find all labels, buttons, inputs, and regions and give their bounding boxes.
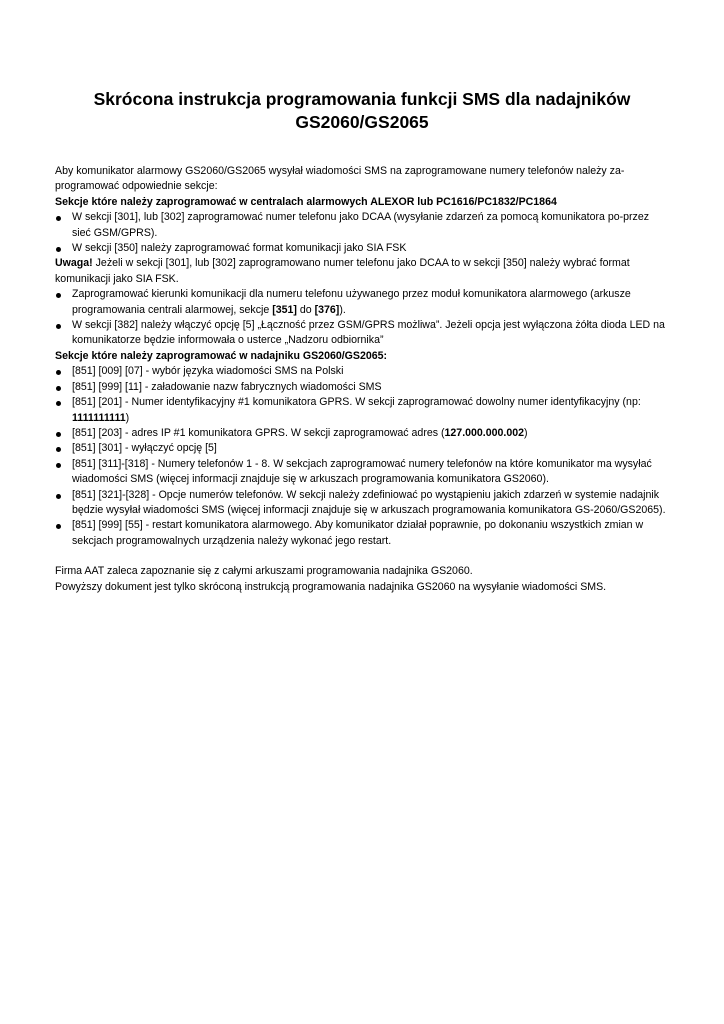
warning-label: Uwaga! <box>55 257 93 270</box>
transmitter-sections-list <box>55 364 669 549</box>
bullet-icon <box>56 370 61 375</box>
document-page <box>55 88 669 595</box>
footer-line-1: Firma AAT zaleca zapoznanie się z całymi arkuszami programowania nadajnika GS2060. <box>55 565 473 578</box>
central-direction-list <box>55 287 669 349</box>
list-item: [851] [201] - Numer identyfikacyjny #1 komunikatora GPRS. W sekcji zaprogramować dowolny numer identyfikacyjny (np: 1111111111) <box>55 395 669 426</box>
bullet-icon <box>56 463 61 468</box>
list-item: [851] [999] [55] - restart komunikatora alarmowego. Aby komunikator działał poprawnie, po dokonaniu wszystkich zmian w sekcjach programowalnych urządzenia należy wykonać jego restart. <box>55 518 669 549</box>
bullet-icon <box>56 247 61 252</box>
bullet-icon <box>56 401 61 406</box>
list-item: [851] [999] [11] - załadowanie nazw fabrycznych wiadomości SMS <box>55 380 669 395</box>
list-item: [851] [321]-[328] - Opcje numerów telefonów. W sekcji należy zdefiniować po wystąpieniu jakich zdarzeń w systemie nadajnik będzie wysyłał wiadomości SMS (więcej informacji znajduje się w arkuszach programowania komunikatora GS-2060/GS2065). <box>55 488 669 519</box>
spacer <box>55 549 669 564</box>
bullet-icon <box>56 447 61 452</box>
bullet-icon <box>56 386 61 391</box>
bullet-icon <box>56 494 61 499</box>
bullet-icon <box>56 324 61 329</box>
intro-paragraph: Aby komunikator alarmowy GS2060/GS2065 wysyłał wiadomości SMS na zaprogramowane numery telefonów należy za-programować odpowiednie sekcje: <box>55 165 625 193</box>
section-heading-central: Sekcje które należy zaprogramować w centralach alarmowych ALEXOR lub PC1616/PC1832/PC1864 <box>55 195 557 208</box>
list-item: [851] [311]-[318] - Numery telefonów 1 - 8. W sekcjach zaprogramować numery telefonów na które komunikator ma wysyłać wiadomości SMS (więcej informacji znajduje się w arkuszach programowania komunikatora GS2060). <box>55 457 669 488</box>
list-item: W sekcji [301], lub [302] zaprogramować numer telefonu jako DCAA (wysyłanie zdarzeń za pomocą komunikatora po-przez sieć GSM/GPRS). <box>55 210 669 241</box>
bullet-icon <box>56 524 61 529</box>
bullet-icon <box>56 293 61 298</box>
bullet-icon <box>56 432 61 437</box>
title-line-1: Skrócona instrukcja programowania funkcji SMS dla nadajników <box>93 89 631 109</box>
list-item: [851] [301] - wyłączyć opcję [5] <box>55 441 669 456</box>
section-heading-transmitter: Sekcje które należy zaprogramować w nadajniku GS2060/GS2065: <box>55 349 388 362</box>
central-sections-list <box>55 210 669 256</box>
footer-line-2: Powyższy dokument jest tylko skróconą instrukcją programowania nadajnika GS2060 na wysyłanie wiadomości SMS. <box>55 580 607 593</box>
list-item: [851] [009] [07] - wybór języka wiadomości SMS na Polski <box>55 364 669 379</box>
list-item: W sekcji [382] należy włączyć opcję [5] „Łączność przez GSM/GPRS możliwa”. Jeżeli opcja jest wyłączona żółta dioda LED na komunikatorze będzie informowała o usterce „Nadzoru odbiornika” <box>55 318 669 349</box>
title-line-2: GS2060/GS2065 <box>295 112 429 132</box>
document-title <box>55 88 669 134</box>
list-item: W sekcji [350] należy zaprogramować format komunikacji jako SIA FSK <box>55 241 669 256</box>
bullet-icon <box>56 216 61 221</box>
list-item: Zaprogramować kierunki komunikacji dla numeru telefonu używanego przez moduł komunikatora alarmowego (arkusze programowania centrali alarmowej, sekcje [351] do [376]). <box>55 287 669 318</box>
warning-paragraph: Uwaga! Jeżeli w sekcji [301], lub [302] zaprogramowano numer telefonu jako DCAA to w sekcji [350] należy wybrać format komunikacji jako SIA FSK. <box>55 257 630 285</box>
list-item: [851] [203] - adres IP #1 komunikatora GPRS. W sekcji zaprogramować adres (127.000.000.002) <box>55 426 669 441</box>
